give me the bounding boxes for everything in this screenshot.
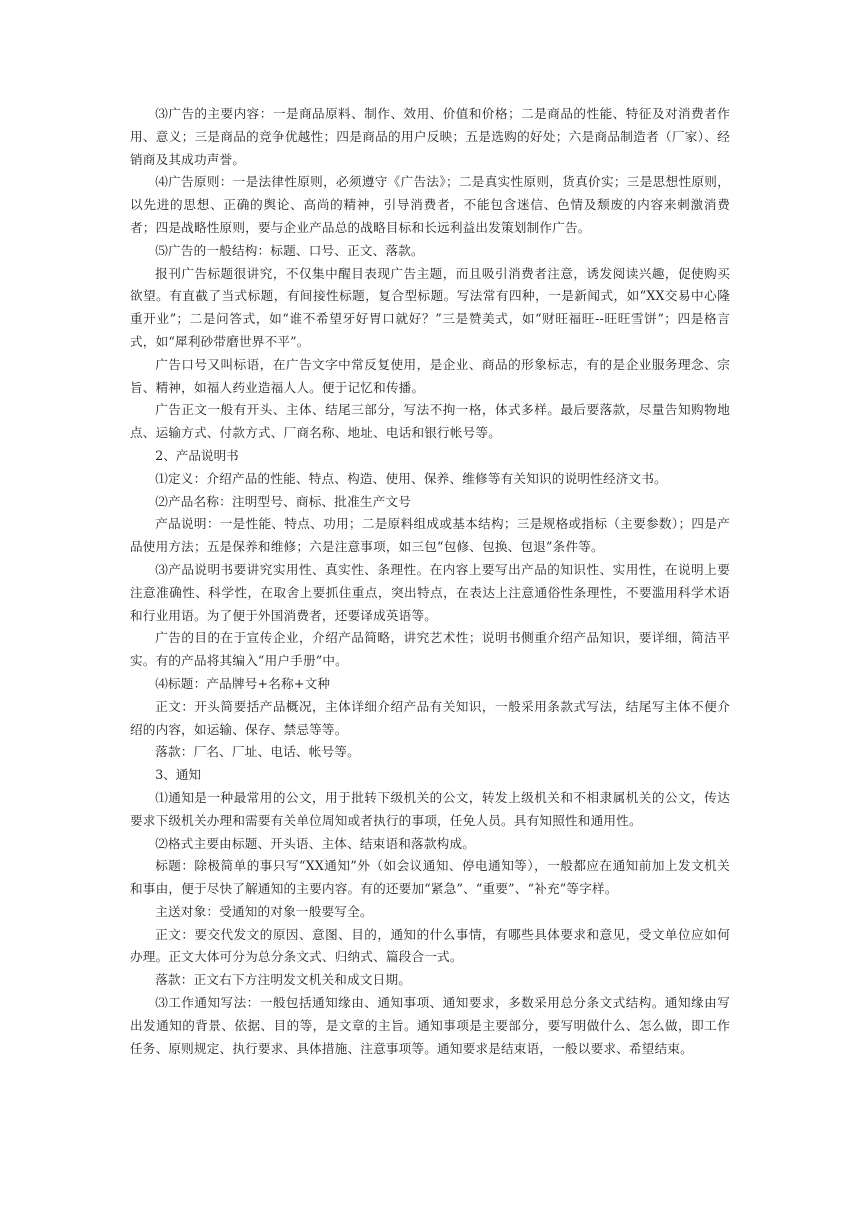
paragraph-manual-requirements: ⑶产品说明书要讲究实用性、真实性、条理性。在内容上要写出产品的知识性、实用性，在说明上要注意准确性、科学性，在取舍上要抓住重点，突出特点，在表达上注意通俗性条理性，不要滥用科学术语和行业用语。为了便于外国消费者，还要译成英语等。: [130, 561, 730, 623]
document-body: [130, 103, 730, 1060]
paragraph-manual-body: 正文：开头简要括产品概况，主体详细介绍产品有关知识，一般采用条款式写法，结尾写主体不便介绍的内容，如运输、保存、禁忌等等。: [130, 698, 730, 737]
paragraph-manual-vs-ad: 广告的目的在于宣传企业，介绍产品简略，讲究艺术性；说明书侧重介绍产品知识，要详细，简洁平实。有的产品将其编入“用户手册”中。: [130, 630, 730, 669]
paragraph-ad-structure: ⑸广告的一般结构：标题、口号、正文、落款。: [155, 242, 424, 258]
paragraph-ad-body: 广告正文一般有开头、主体、结尾三部分，写法不拘一格，体式多样。最后要落款，尽量告知购物地点、运输方式、付款方式、厂商名称、地址、电话和银行帐号等。: [130, 402, 730, 441]
paragraph-notice-body: 正文：要交代发文的原因、意图、目的，通知的什么事情，有哪些具体要求和意见，受文单位应如何办理。正文大体可分为总分条文式、归纳式、篇段合一式。: [130, 926, 730, 965]
paragraph-ad-headline: 报刊广告标题很讲究，不仅集中醒目表现广告主题，而且吸引消费者注意，诱发阅读兴趣，促使购买欲望。有直截了当式标题，有间接性标题，复合型标题。写法常有四种，一是新闻式，如“XX交易中心隆重开业”；二是问答式，如“谁不希望牙好胃口就好？”三是赞美式，如“财旺福旺--旺旺雪饼”；四是格言式，如“犀利砂带磨世界不平”。: [130, 265, 730, 349]
paragraph-notice-title: 标题：除极简单的事只写“XX通知”外（如会议通知、停电通知等），一般都应在通知前加上发文机关和事由，便于尽快了解通知的主要内容。有的还要加“紧急”、“重要”、“补充”等字样。: [130, 858, 730, 897]
paragraph-notice-signature: 落款：正文右下方注明发文机关和成文日期。: [155, 972, 412, 988]
paragraph-ad-principles: ⑷广告原则：一是法律性原则，必须遵守《广告法》；二是真实性原则，货真价实；三是思想性原则，以先进的思想、正确的舆论、高尚的精神，引导消费者，不能包含迷信、色情及颓废的内容来刺激消费者；四是战略性原则，要与企业产品总的战略目标和长远利益出发策划制作广告。: [130, 174, 730, 235]
paragraph-manual-signature: 落款：厂名、厂址、电话、帐号等。: [155, 744, 360, 760]
paragraph-ad-content: ⑶广告的主要内容：一是商品原料、制作、效用、价值和价格；二是商品的性能、特征及对消费者作用、意义；三是商品的竞争优越性；四是商品的用户反映；五是选购的好处；六是商品制造者（厂家）、经销商及其成功声誉。: [130, 106, 730, 167]
section-heading-product-manual: 2、产品说明书: [155, 447, 239, 463]
paragraph-manual-description: 产品说明：一是性能、特点、功用；二是原料组成或基本结构；三是规格或指标（主要参数）；四是产品使用方法；五是保养和维修；六是注意事项，如三包“包修、包换、包退”条件等。: [130, 516, 730, 555]
paragraph-ad-slogan: 广告口号又叫标语，在广告文字中常反复使用，是企业、商品的形象标志，有的是企业服务理念、宗旨、精神，如福人药业造福人人。便于记忆和传播。: [130, 356, 730, 395]
paragraph-notice-recipient: 主送对象：受通知的对象一般要写全。: [155, 903, 373, 919]
paragraph-manual-name: ⑵产品名称：注明型号、商标、批准生产文号: [155, 493, 412, 509]
paragraph-notice-definition: ⑴通知是一种最常用的公文，用于批转下级机关的公文，转发上级机关和不相隶属机关的公文，传达要求下级机关办理和需要有关单位周知或者执行的事项，任免人员。具有知照性和通用性。: [130, 789, 730, 828]
paragraph-work-notice: ⑶工作通知写法：一般包括通知缘由、通知事项、通知要求，多数采用总分条文式结构。通知缘由写出发通知的背景、依据、目的等，是文章的主旨。通知事项是主要部分，要写明做什么、怎么做，即工作任务、原则规定、执行要求、具体措施、注意事项等。通知要求是结束语，一般以要求、希望结束。: [130, 995, 730, 1056]
paragraph-manual-title: ⑷标题：产品牌号+名称+文种: [155, 675, 331, 691]
section-heading-notice: 3、通知: [155, 767, 201, 783]
paragraph-notice-format: ⑵格式主要由标题、开头语、主体、结束语和落款构成。: [155, 835, 476, 851]
paragraph-manual-definition: ⑴定义：介绍产品的性能、特点、构造、使用、保养、维修等有关知识的说明性经济文书。: [155, 470, 667, 486]
